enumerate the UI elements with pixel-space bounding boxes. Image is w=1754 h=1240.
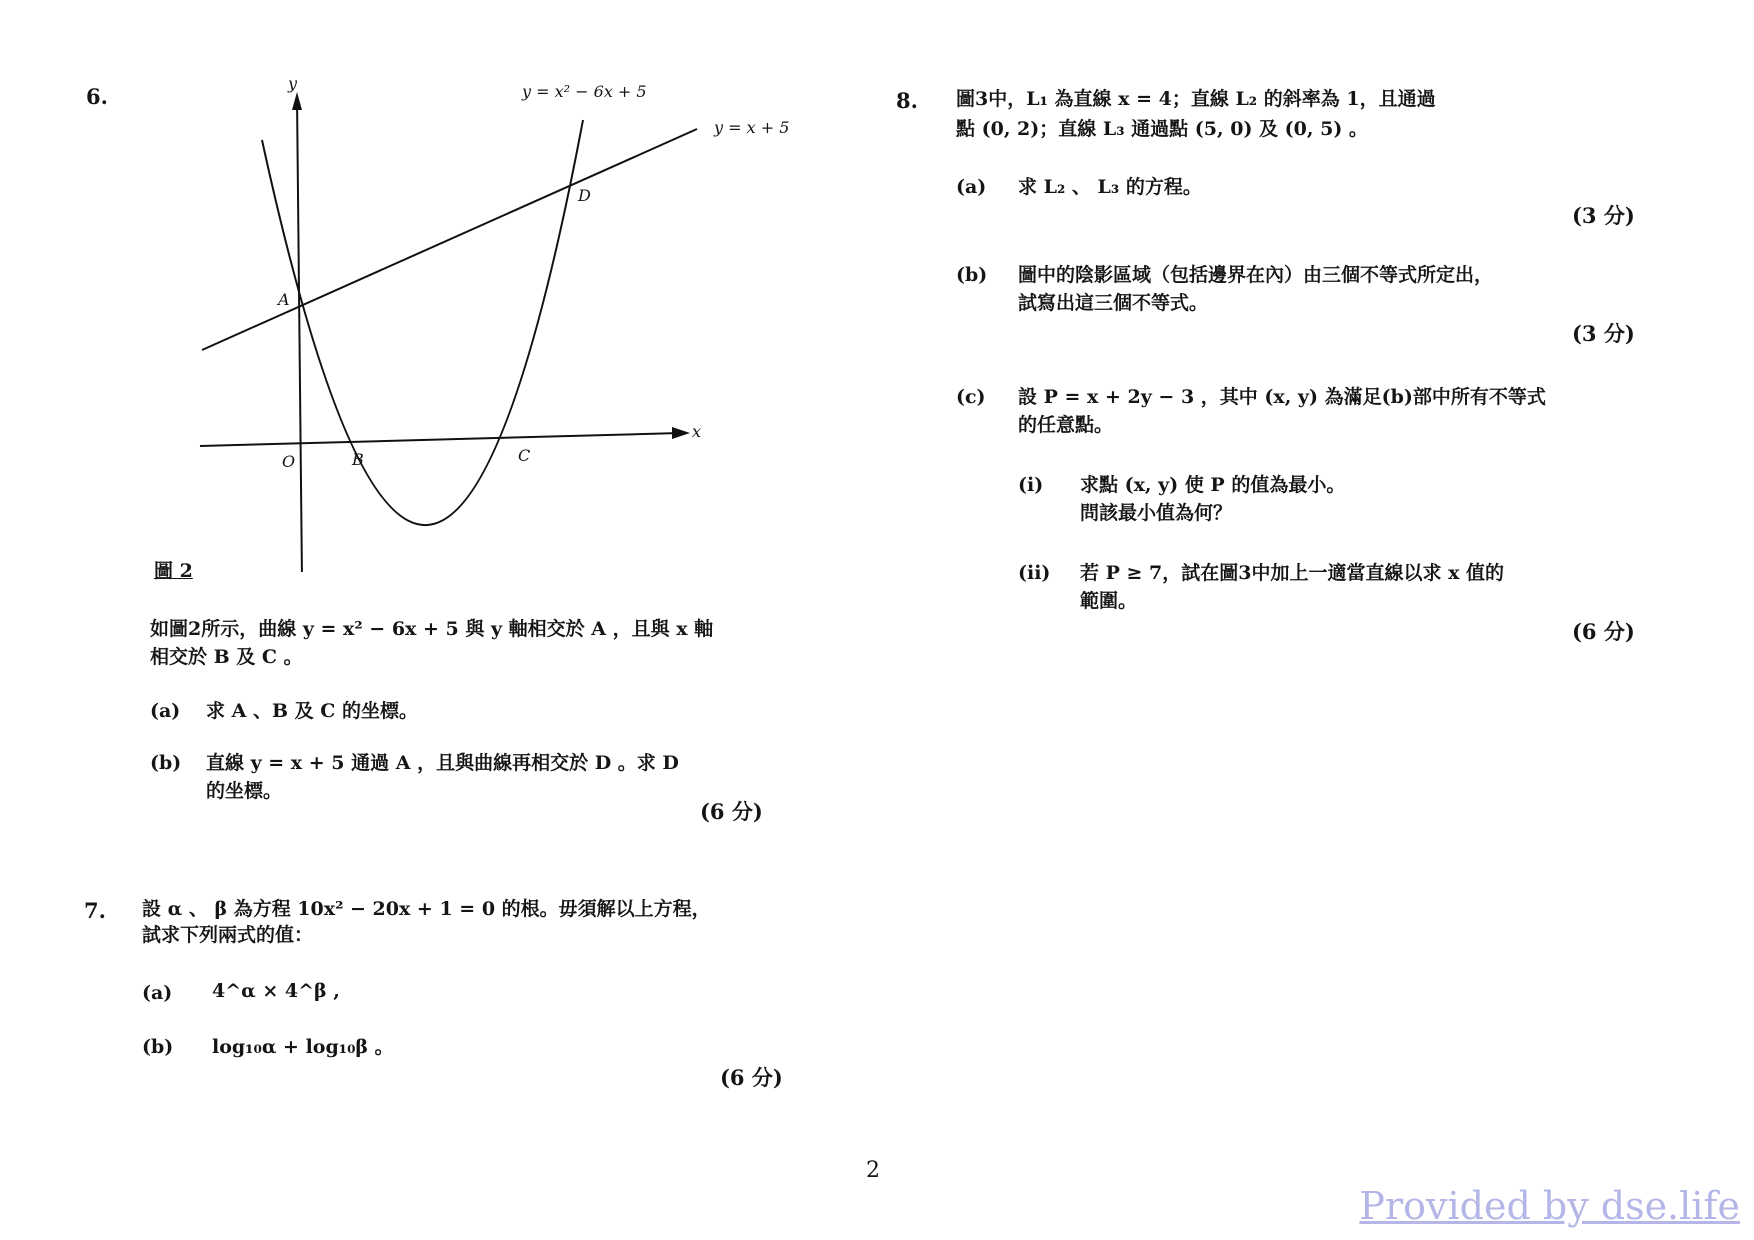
q7-text-line2: 試求下列兩式的值： bbox=[142, 924, 314, 946]
q6-a-label: (a) bbox=[150, 700, 181, 722]
fig-y-label: y bbox=[288, 74, 298, 93]
q8-ci-text-line1: 求點 (x, y) 使 P 的值為最小。 bbox=[1080, 474, 1346, 496]
q7-marks: (6 分) bbox=[720, 1065, 783, 1090]
y-axis bbox=[297, 98, 302, 572]
x-axis bbox=[200, 433, 680, 446]
fig-line-label: y = x + 5 bbox=[714, 118, 790, 137]
q8-text-line2: 點 (0, 2)；直線 L₃ 通過點 (5, 0) 及 (0, 5) 。 bbox=[956, 118, 1368, 140]
fig-point-c: C bbox=[518, 446, 531, 465]
q8-ci-text-line2: 問該最小值為何？ bbox=[1080, 502, 1233, 524]
q8-text-line1: 圖3中，L₁ 為直線 x = 4；直線 L₂ 的斜率為 1，且通過 bbox=[956, 88, 1436, 110]
figure-caption: 圖 2 bbox=[154, 560, 193, 582]
q7-text-line1: 設 α 、 β 為方程 10x² − 20x + 1 = 0 的根。毋須解以上方程， bbox=[142, 898, 711, 920]
q8-c-text-line2: 的任意點。 bbox=[1018, 414, 1114, 436]
q8-b-text-line2: 試寫出這三個不等式。 bbox=[1018, 292, 1209, 314]
q6-b-label: (b) bbox=[150, 752, 182, 774]
q7-a-label: (a) bbox=[142, 982, 173, 1004]
parabola-curve bbox=[262, 120, 583, 525]
q8-number: 8. bbox=[896, 88, 918, 113]
q8-cii-label: (ii) bbox=[1018, 562, 1051, 584]
q8-c-text-line1: 設 P = x + 2y − 3 ，其中 (x, y) 為滿足(b)部中所有不等式 bbox=[1018, 386, 1546, 408]
fig-point-b: B bbox=[352, 450, 364, 469]
q8-c-label: (c) bbox=[956, 386, 986, 408]
watermark-link[interactable]: Provided by dse.life bbox=[1359, 1184, 1740, 1228]
q7-b-label: (b) bbox=[142, 1036, 174, 1058]
q8-a-label: (a) bbox=[956, 176, 987, 198]
q7-number: 7. bbox=[84, 898, 106, 923]
fig-point-d: D bbox=[578, 186, 591, 205]
fig-origin: O bbox=[282, 452, 296, 471]
fig-x-label: x bbox=[692, 422, 702, 441]
q8-cii-text-line1: 若 P ≥ 7，試在圖3中加上一適當直線以求 x 值的 bbox=[1080, 562, 1505, 584]
q6-b-text-line1: 直線 y = x + 5 通過 A ，且與曲線再相交於 D 。求 D bbox=[206, 752, 679, 774]
page-number: 2 bbox=[866, 1158, 880, 1183]
figure-2 bbox=[180, 72, 700, 572]
q8-a-marks: (3 分) bbox=[1572, 203, 1635, 228]
q6-text-line1: 如圖2所示，曲線 y = x² − 6x + 5 與 y 軸相交於 A ，且與 x 軸 bbox=[150, 618, 714, 640]
fig-point-a: A bbox=[278, 290, 290, 309]
y-axis-arrow bbox=[292, 92, 302, 110]
q8-b-marks: (3 分) bbox=[1572, 321, 1635, 346]
q8-b-label: (b) bbox=[956, 264, 988, 286]
q6-text-line2: 相交於 B 及 C 。 bbox=[150, 646, 303, 668]
q6-number: 6. bbox=[86, 84, 108, 109]
q8-ci-label: (i) bbox=[1018, 474, 1044, 496]
q8-b-text-line1: 圖中的陰影區域（包括邊界在內）由三個不等式所定出， bbox=[1018, 264, 1494, 286]
q6-marks: (6 分) bbox=[700, 799, 763, 824]
q6-a-text: 求 A 、B 及 C 的坐標。 bbox=[206, 700, 418, 722]
q8-a-text: 求 L₂ 、 L₃ 的方程。 bbox=[1018, 176, 1202, 198]
q7-b-text: log₁₀α + log₁₀β 。 bbox=[212, 1036, 394, 1058]
q8-c-marks: (6 分) bbox=[1572, 619, 1635, 644]
q7-a-text: 4^α × 4^β , bbox=[212, 980, 340, 1002]
fig-curve-label: y = x² − 6x + 5 bbox=[522, 82, 647, 101]
q8-cii-text-line2: 範圍。 bbox=[1080, 590, 1138, 612]
q6-b-text-line2: 的坐標。 bbox=[206, 780, 283, 802]
x-axis-arrow bbox=[672, 427, 690, 439]
line-y-x-plus-5 bbox=[202, 129, 697, 350]
